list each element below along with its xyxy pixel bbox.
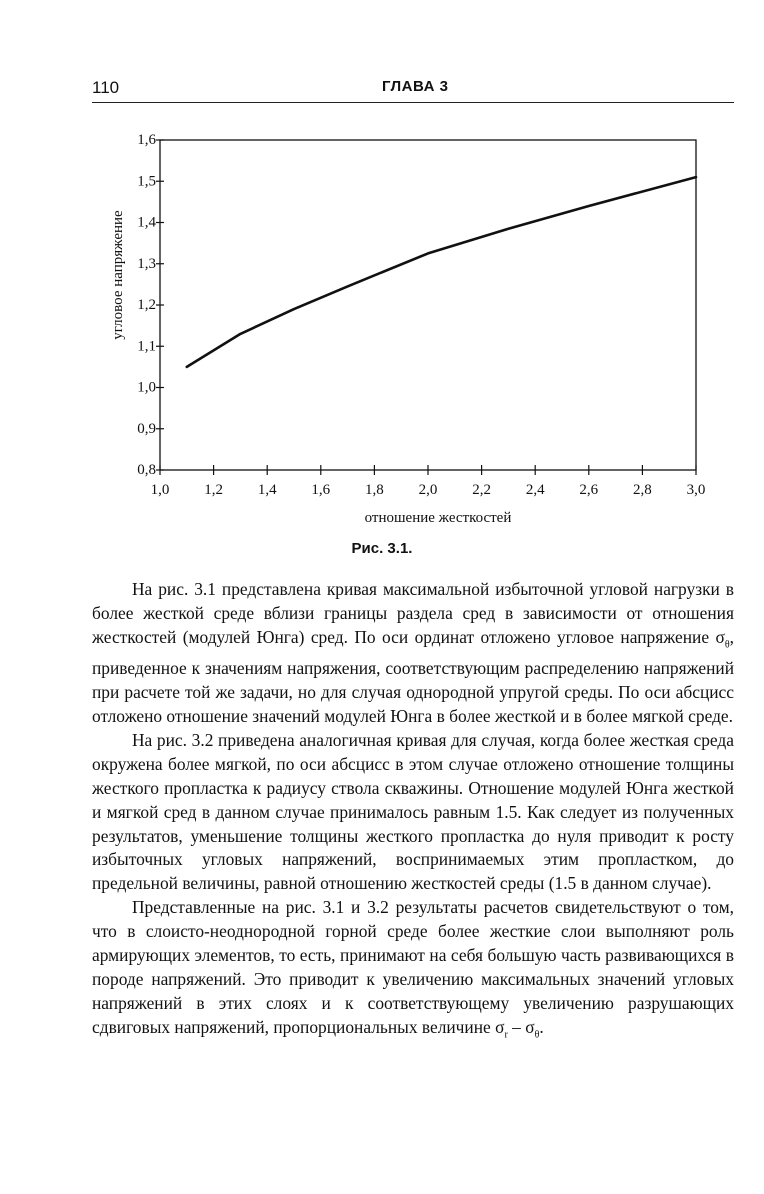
x-tick-label: 1,8 [365,482,384,498]
y-tick-label: 1,5 [137,173,156,190]
body-text [92,578,734,1047]
y-tick-label: 0,8 [137,462,156,478]
y-tick-label: 1,0 [137,379,156,396]
x-tick-label: 2,0 [418,482,438,498]
y-tick-label: 1,3 [137,255,156,272]
x-tick-label: 1,0 [150,482,170,498]
plot-frame [160,140,696,470]
y-axis-label: угловое напряжение [110,210,126,340]
x-tick-label: 2,8 [633,482,652,498]
x-tick-label: 2,2 [472,482,491,498]
x-tick-label: 1,6 [311,482,331,498]
figure-caption: Рис. 3.1. [351,540,413,557]
y-tick-label: 1,6 [137,132,156,148]
paragraph-2: На рис. 3.2 приведена аналогичная кривая для случая, когда более жесткая среда окружена более мягкой, по оси абсцисс в этом случае отложено отношение толщины жесткого пропластка к радиусу ствола скважины. Отношение модулей Юнга жесткой и мягкой сред в данном случае принималось равным 1.5. Как следует из полученных результатов, уменьшение толщины жесткого пропластка до нуля приводит к росту избыточных угловых напряжений, воспринимаемых этим пропластком, до предельной величины, равной отношению жесткостей среды (1.5 в данном случае). [92,729,734,894]
y-tick-label: 1,4 [137,214,156,231]
x-tick-label: 1,4 [257,482,277,498]
page-number: 110 [92,78,120,97]
x-axis-label: отношение жесткостей [364,510,512,526]
x-tick-label: 2,6 [579,482,599,498]
x-tick-label: 2,4 [525,482,545,498]
series-line [187,177,696,367]
figure-chart [0,0,764,540]
y-tick-label: 1,1 [137,338,156,355]
x-tick-label: 1,2 [204,482,223,498]
paragraph-1: На рис. 3.1 представлена кривая максимальной избыточной угловой нагрузки в более жесткой среде вблизи границы раздела сред в зависимости от отношения жесткостей (модулей Юнга) сред. По оси ординат отложено угловое напряжение $\sigma_\theta$, приведенное к значениям напряжения, соответствующим распределению напряжений при расчете той же задачи, но для случая однородной упругой среды. По оси абсцисс отложено отношение значений модулей Юнга в более жесткой и в более мягкой среде. [92,579,734,726]
y-tick-label: 1,2 [137,297,156,313]
paragraph-3: Представленные на рис. 3.1 и 3.2 результаты расчетов свидетельствуют о том, что в слоисто-неоднородной горной среде более жесткие слои выполняют роль армирующих элементов, то есть, принимают на себя большую часть развивающихся в породе напряжений. Это приводит к увеличению максимальных значений угловых напряжений в этих слоях и к соответствующему увеличению разрушающих сдвиговых напряжений, пропорциональных величине $\sigma_r - \sigma_\theta$. [92,897,734,1041]
chapter-title: ГЛАВА 3 [382,78,449,95]
y-tick-label: 0,9 [137,420,156,437]
x-tick-label: 3,0 [686,482,706,498]
